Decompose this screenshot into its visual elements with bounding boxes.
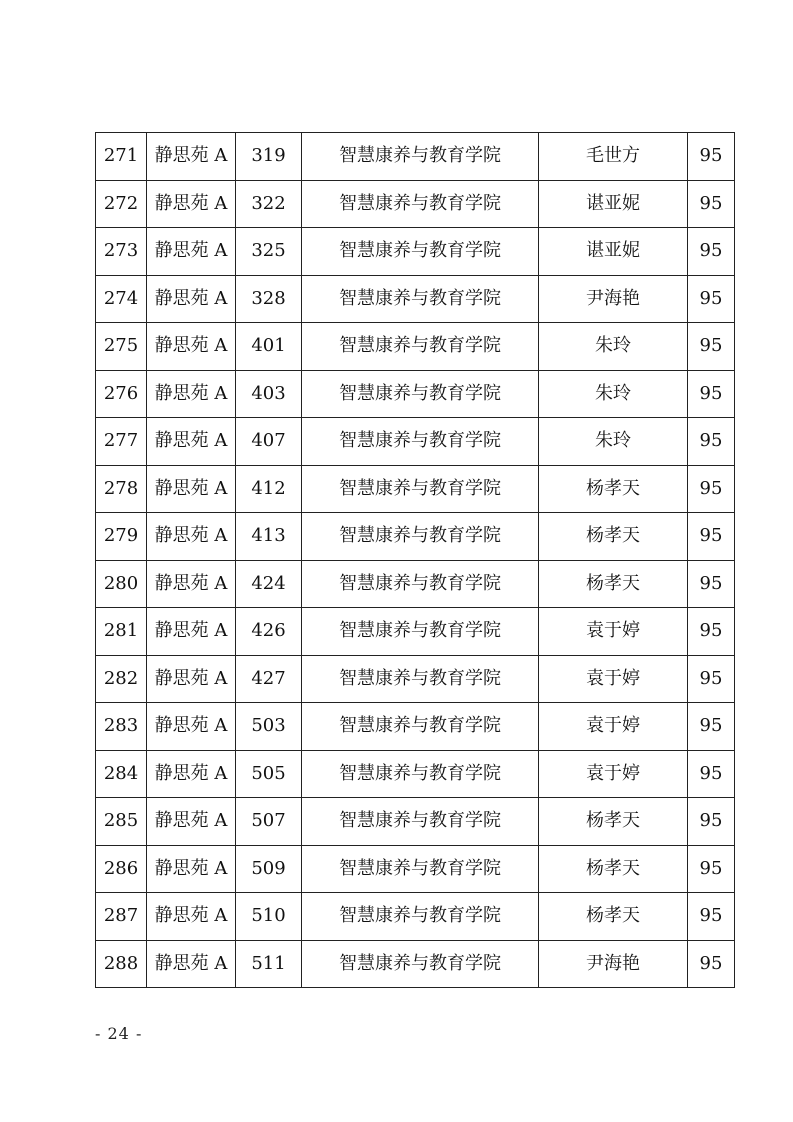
inspector-name-cell: 杨孝天 xyxy=(539,513,688,561)
score-cell: 95 xyxy=(688,798,735,846)
table-row xyxy=(96,513,735,561)
room-number-cell: 319 xyxy=(236,133,302,181)
room-number-cell: 325 xyxy=(236,228,302,276)
table-row xyxy=(96,560,735,608)
college-cell: 智慧康养与教育学院 xyxy=(302,228,539,276)
table-row xyxy=(96,845,735,893)
room-number-cell: 427 xyxy=(236,655,302,703)
room-number-cell: 401 xyxy=(236,323,302,371)
table-row xyxy=(96,608,735,656)
inspector-name-cell: 袁于婷 xyxy=(539,655,688,703)
table-row xyxy=(96,798,735,846)
inspector-name-cell: 杨孝天 xyxy=(539,798,688,846)
row-number-cell: 288 xyxy=(96,940,147,988)
building-cell: 静思苑 A xyxy=(147,370,236,418)
building-cell: 静思苑 A xyxy=(147,798,236,846)
row-number-cell: 274 xyxy=(96,275,147,323)
building-cell: 静思苑 A xyxy=(147,940,236,988)
score-cell: 95 xyxy=(688,940,735,988)
building-cell: 静思苑 A xyxy=(147,133,236,181)
inspector-name-cell: 杨孝天 xyxy=(539,893,688,941)
college-cell: 智慧康养与教育学院 xyxy=(302,133,539,181)
row-number-cell: 278 xyxy=(96,465,147,513)
row-number-cell: 282 xyxy=(96,655,147,703)
college-cell: 智慧康养与教育学院 xyxy=(302,845,539,893)
table-row xyxy=(96,703,735,751)
table-row xyxy=(96,418,735,466)
room-number-cell: 426 xyxy=(236,608,302,656)
table-row xyxy=(96,465,735,513)
room-number-cell: 503 xyxy=(236,703,302,751)
score-cell: 95 xyxy=(688,845,735,893)
score-cell: 95 xyxy=(688,228,735,276)
college-cell: 智慧康养与教育学院 xyxy=(302,418,539,466)
score-cell: 95 xyxy=(688,560,735,608)
table-row xyxy=(96,750,735,798)
score-cell: 95 xyxy=(688,323,735,371)
college-cell: 智慧康养与教育学院 xyxy=(302,560,539,608)
college-cell: 智慧康养与教育学院 xyxy=(302,513,539,561)
college-cell: 智慧康养与教育学院 xyxy=(302,750,539,798)
table-row xyxy=(96,893,735,941)
row-number-cell: 287 xyxy=(96,893,147,941)
table-row xyxy=(96,180,735,228)
row-number-cell: 285 xyxy=(96,798,147,846)
score-cell: 95 xyxy=(688,133,735,181)
inspector-name-cell: 杨孝天 xyxy=(539,845,688,893)
row-number-cell: 280 xyxy=(96,560,147,608)
building-cell: 静思苑 A xyxy=(147,655,236,703)
room-number-cell: 413 xyxy=(236,513,302,561)
score-cell: 95 xyxy=(688,655,735,703)
row-number-cell: 286 xyxy=(96,845,147,893)
inspector-name-cell: 朱玲 xyxy=(539,370,688,418)
room-number-cell: 328 xyxy=(236,275,302,323)
college-cell: 智慧康养与教育学院 xyxy=(302,655,539,703)
room-number-cell: 322 xyxy=(236,180,302,228)
college-cell: 智慧康养与教育学院 xyxy=(302,323,539,371)
building-cell: 静思苑 A xyxy=(147,323,236,371)
table-row xyxy=(96,370,735,418)
score-cell: 95 xyxy=(688,750,735,798)
score-cell: 95 xyxy=(688,465,735,513)
table-row xyxy=(96,323,735,371)
score-cell: 95 xyxy=(688,370,735,418)
college-cell: 智慧康养与教育学院 xyxy=(302,465,539,513)
inspector-name-cell: 朱玲 xyxy=(539,323,688,371)
inspector-name-cell: 尹海艳 xyxy=(539,275,688,323)
building-cell: 静思苑 A xyxy=(147,180,236,228)
building-cell: 静思苑 A xyxy=(147,228,236,276)
row-number-cell: 279 xyxy=(96,513,147,561)
building-cell: 静思苑 A xyxy=(147,845,236,893)
score-cell: 95 xyxy=(688,513,735,561)
row-number-cell: 276 xyxy=(96,370,147,418)
inspector-name-cell: 谌亚妮 xyxy=(539,180,688,228)
page-number: - 24 - xyxy=(95,1024,143,1043)
inspector-name-cell: 袁于婷 xyxy=(539,703,688,751)
table-row xyxy=(96,655,735,703)
room-number-cell: 510 xyxy=(236,893,302,941)
room-number-cell: 412 xyxy=(236,465,302,513)
score-cell: 95 xyxy=(688,275,735,323)
room-number-cell: 511 xyxy=(236,940,302,988)
inspector-name-cell: 杨孝天 xyxy=(539,465,688,513)
college-cell: 智慧康养与教育学院 xyxy=(302,180,539,228)
inspector-name-cell: 谌亚妮 xyxy=(539,228,688,276)
room-number-cell: 507 xyxy=(236,798,302,846)
college-cell: 智慧康养与教育学院 xyxy=(302,798,539,846)
dormitory-inspection-table xyxy=(95,132,735,988)
room-number-cell: 424 xyxy=(236,560,302,608)
building-cell: 静思苑 A xyxy=(147,608,236,656)
row-number-cell: 275 xyxy=(96,323,147,371)
row-number-cell: 283 xyxy=(96,703,147,751)
table-row xyxy=(96,275,735,323)
inspector-name-cell: 袁于婷 xyxy=(539,608,688,656)
inspector-name-cell: 袁于婷 xyxy=(539,750,688,798)
building-cell: 静思苑 A xyxy=(147,560,236,608)
college-cell: 智慧康养与教育学院 xyxy=(302,275,539,323)
row-number-cell: 272 xyxy=(96,180,147,228)
inspector-name-cell: 尹海艳 xyxy=(539,940,688,988)
table-row xyxy=(96,133,735,181)
row-number-cell: 271 xyxy=(96,133,147,181)
room-number-cell: 407 xyxy=(236,418,302,466)
score-cell: 95 xyxy=(688,418,735,466)
table-row xyxy=(96,228,735,276)
building-cell: 静思苑 A xyxy=(147,893,236,941)
score-cell: 95 xyxy=(688,703,735,751)
college-cell: 智慧康养与教育学院 xyxy=(302,940,539,988)
college-cell: 智慧康养与教育学院 xyxy=(302,608,539,656)
building-cell: 静思苑 A xyxy=(147,703,236,751)
building-cell: 静思苑 A xyxy=(147,750,236,798)
college-cell: 智慧康养与教育学院 xyxy=(302,703,539,751)
row-number-cell: 284 xyxy=(96,750,147,798)
inspector-name-cell: 朱玲 xyxy=(539,418,688,466)
building-cell: 静思苑 A xyxy=(147,418,236,466)
building-cell: 静思苑 A xyxy=(147,465,236,513)
college-cell: 智慧康养与教育学院 xyxy=(302,370,539,418)
inspector-name-cell: 毛世方 xyxy=(539,133,688,181)
room-number-cell: 509 xyxy=(236,845,302,893)
row-number-cell: 277 xyxy=(96,418,147,466)
room-number-cell: 505 xyxy=(236,750,302,798)
college-cell: 智慧康养与教育学院 xyxy=(302,893,539,941)
row-number-cell: 281 xyxy=(96,608,147,656)
room-number-cell: 403 xyxy=(236,370,302,418)
score-cell: 95 xyxy=(688,608,735,656)
row-number-cell: 273 xyxy=(96,228,147,276)
building-cell: 静思苑 A xyxy=(147,275,236,323)
table-row xyxy=(96,940,735,988)
building-cell: 静思苑 A xyxy=(147,513,236,561)
table-body xyxy=(96,133,735,988)
score-cell: 95 xyxy=(688,180,735,228)
inspector-name-cell: 杨孝天 xyxy=(539,560,688,608)
score-cell: 95 xyxy=(688,893,735,941)
